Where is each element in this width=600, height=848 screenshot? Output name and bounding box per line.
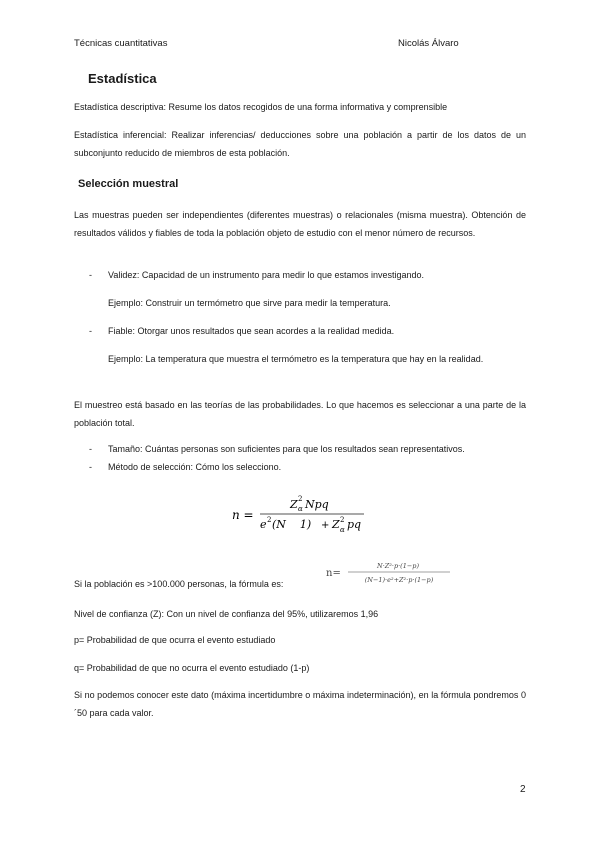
formula-den-z: Z	[332, 518, 340, 531]
formula-numerator-z: Z	[290, 498, 298, 511]
paragraph-q: q= Probabilidad de que no ocurra el evento estudiado (1-p)	[74, 663, 310, 673]
formula-den-z-sub: α	[340, 526, 345, 534]
list-dash: -	[89, 326, 92, 336]
list-dash: -	[89, 444, 92, 454]
list-item-tamano: Tamaño: Cuántas personas son suficientes para que los resultados sean representativos.	[108, 444, 465, 454]
page-title: Estadística	[88, 71, 157, 86]
paragraph-poblacion: Si la población es >100.000 personas, la fórmula es:	[74, 579, 284, 589]
sample-size-formula	[232, 492, 382, 536]
paragraph-p: p= Probabilidad de que ocurra el evento estudiado	[74, 635, 276, 645]
paragraph-muestreo: El muestreo está basado en las teorías de las probabilidades. Lo que hacemos es seleccionar a una parte de la población total.	[74, 400, 526, 428]
formula-den-e: e	[260, 518, 267, 531]
formula-numerator-rest: Npq	[305, 498, 329, 511]
formula-den-z-sup: 2	[340, 516, 345, 524]
list-item-metodo: Método de selección: Cómo los selecciono.	[108, 462, 282, 472]
header-right: Nicolás Álvaro	[398, 38, 459, 49]
formula-lhs: n =	[232, 508, 254, 522]
list-item-fiable: Fiable: Otorgar unos resultados que sean acordes a la realidad medida.	[108, 326, 395, 336]
list-item-validez: Validez: Capacidad de un instrumento para medir lo que estamos investigando.	[108, 270, 425, 280]
small-formula-lhs: n=	[326, 568, 341, 579]
formula-numerator-sup: 2	[298, 495, 303, 503]
paragraph-final: Si no podemos conocer este dato (máxima incertidumbre o máxima indeterminación), en la fórmula pondremos 0´50 para cada valor.	[74, 690, 526, 718]
formula-den-mid: (N 1)	[272, 518, 319, 531]
page-number: 2	[520, 784, 526, 795]
paragraph-muestras: Las muestras pueden ser independientes (diferentes muestras) o relacionales (misma muestra). Obtención de resultados válidos y fiables de toda la población objeto de estudio con el menor número de recursos.	[74, 210, 526, 238]
formula-den-plus: +	[321, 520, 330, 531]
example-fiable: Ejemplo: La temperatura que muestra el termómetro es la temperatura que hay en la realidad.	[108, 354, 484, 364]
finite-population-formula	[326, 558, 454, 588]
formula-numerator-sub: α	[298, 505, 303, 513]
section-title: Selección muestral	[78, 178, 179, 190]
list-dash: -	[89, 462, 92, 472]
formula-den-e-sup: 2	[267, 516, 272, 524]
header-left: Técnicas cuantitativas	[74, 38, 168, 49]
paragraph-descriptiva: Estadística descriptiva: Resume los datos recogidos de una forma informativa y comprensible	[74, 102, 448, 112]
formula-den-rest: pq	[347, 518, 362, 531]
small-formula-numerator: N·Z²·p·(1−p)	[377, 562, 419, 570]
small-formula-denominator: (N−1)·e²+Z²·p·(1−p)	[364, 576, 434, 584]
paragraph-inferencial: Estadística inferencial: Realizar inferencias/ deducciones sobre una población a partir de los datos de un subconjunto reducido de miembros de esta población.	[74, 130, 526, 158]
paragraph-confianza: Nivel de confianza (Z): Con un nivel de confianza del 95%, utilizaremos 1,96	[74, 609, 379, 619]
list-dash: -	[89, 270, 92, 280]
example-validez: Ejemplo: Construir un termómetro que sirve para medir la temperatura.	[108, 298, 391, 308]
